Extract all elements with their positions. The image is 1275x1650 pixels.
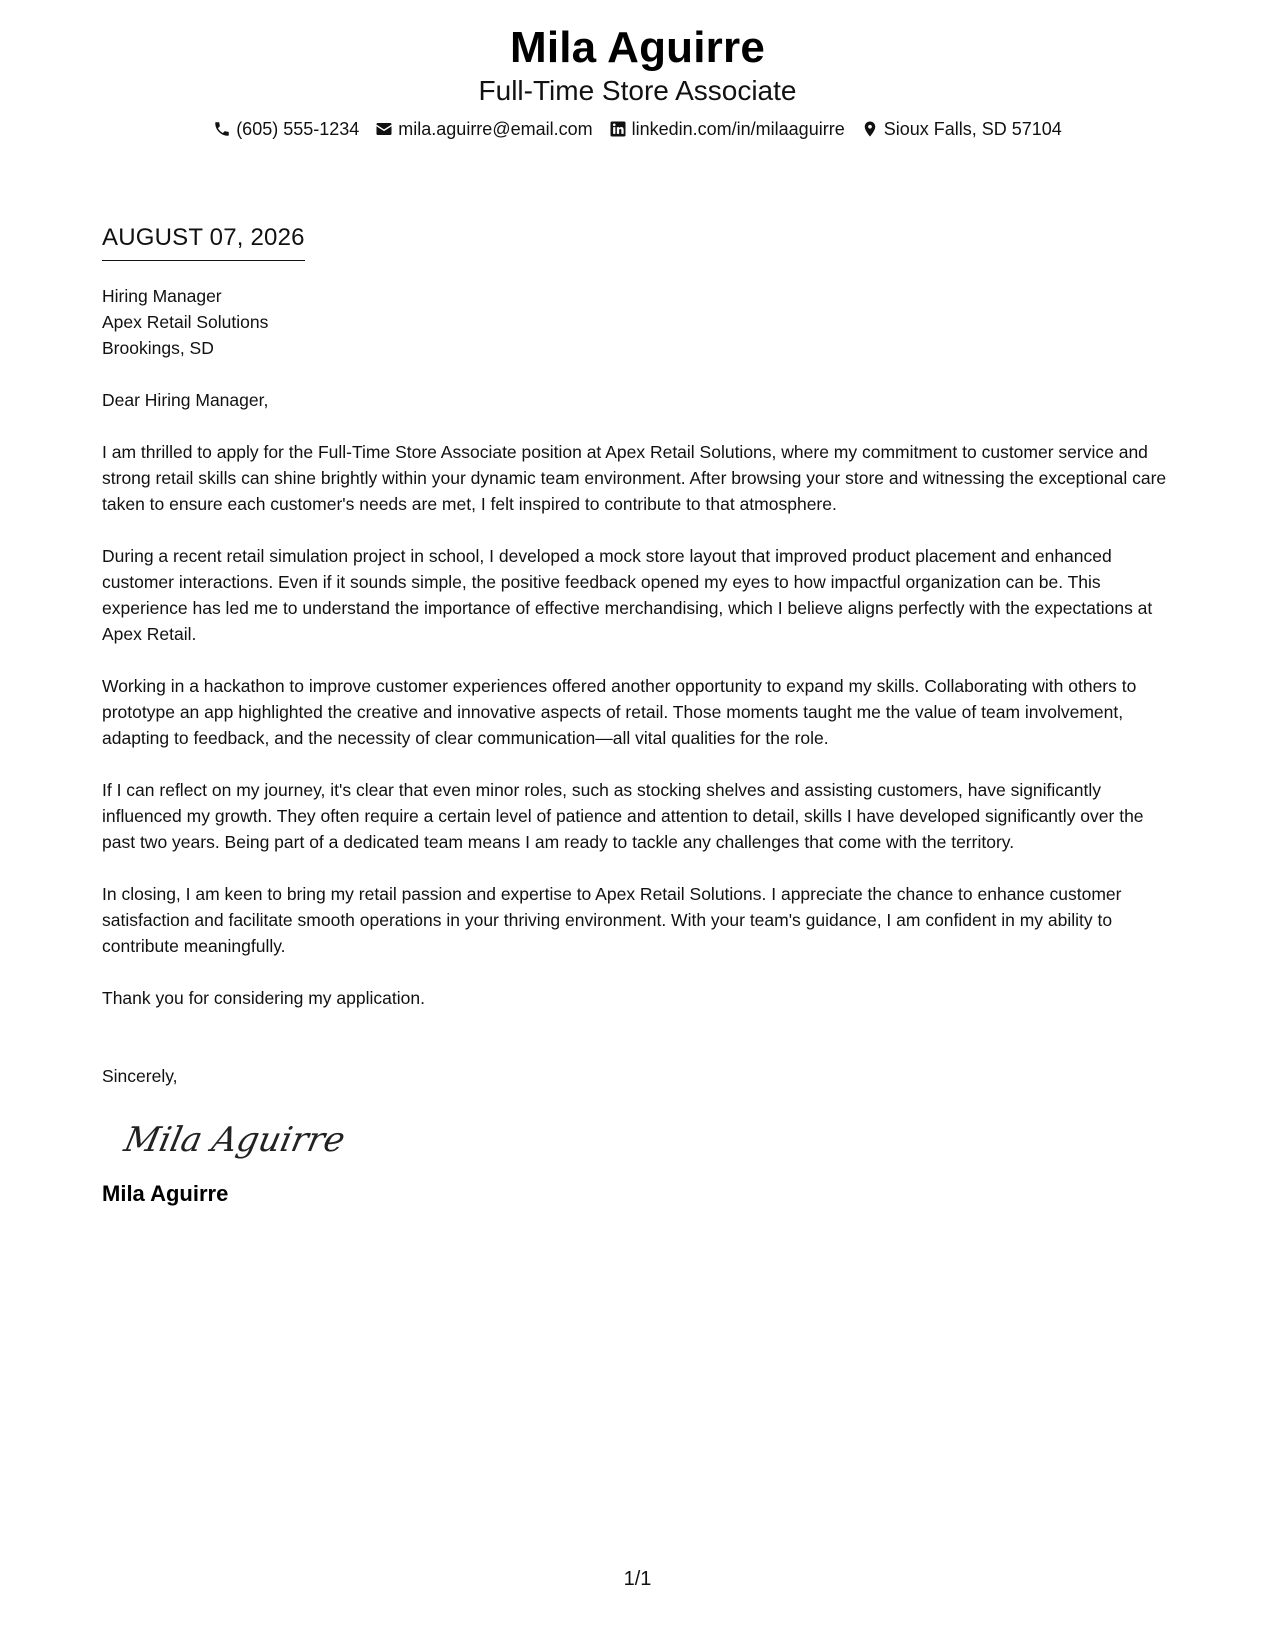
salutation: Dear Hiring Manager, [102, 390, 269, 410]
paragraph: In closing, I am keen to bring my retail passion and expertise to Apex Retail Solutions. I appreciate the chance to enhance customer satisfaction and facilitate smooth operations in your thriving environment. With your team's guidance, I am confident in my ability to contribute meaningfully. [102, 884, 1122, 956]
paragraph: Working in a hackathon to improve customer experiences offered another opportunity to expand my skills. Collaborating with others to prototype an app highlighted the creative and innovative aspects of retail. Those moments taught me the value of team involvement, adapting to feedback, and the necessity of clear communication—all vital qualities for the role. [102, 676, 1137, 748]
job-title: Full-Time Store Associate [478, 75, 797, 106]
applicant-name: Mila Aguirre [509, 23, 766, 72]
signer-name: Mila Aguirre [102, 1181, 229, 1206]
map-pin-icon [861, 120, 879, 138]
signature-image [118, 1107, 358, 1167]
envelope-icon [375, 120, 393, 138]
linkedin-url: linkedin.com/in/milaaguirre [631, 119, 845, 139]
paragraph: During a recent retail simulation project in school, I developed a mock store layout that improved product placement and enhanced customer interactions. Even if it sounds simple, the positive feedback opened my eyes to how impactful organization can be. This experience has led me to understand the importance of effective merchandising, which I believe aligns perfectly with the expectations at Apex Retail. [102, 546, 1153, 644]
recipient-title: Hiring Manager [102, 286, 222, 306]
page-number: 1/1 [623, 1568, 652, 1590]
paragraph: If I can reflect on my journey, it's clear that even minor roles, such as stocking shelves and assisting customers, have significantly influenced my growth. They often require a certain level of patience and attention to detail, skills I have developed significantly over the past two years. Being part of a dedicated team means I am ready to tackle any challenges that come with the territory. [102, 780, 1144, 852]
contact-email [375, 116, 592, 142]
signature-text: Mila Aguirre [120, 1120, 349, 1160]
phone-icon [213, 120, 231, 138]
contact-location [861, 116, 1062, 142]
contact-info [0, 116, 1275, 142]
letter-body [102, 283, 1172, 1209]
paragraph: I am thrilled to apply for the Full-Time Store Associate position at Apex Retail Solutions, where my commitment to customer service and strong retail skills can shine brightly within your dynamic team environment. After browsing your store and witnessing the exceptional care taken to ensure each customer's needs are met, I felt inspired to contribute to that atmosphere. [102, 442, 1167, 514]
recipient-address [102, 283, 1172, 361]
linkedin-icon [609, 120, 627, 138]
contact-linkedin [609, 116, 845, 142]
closing: Sincerely, [102, 1066, 178, 1086]
recipient-location: Brookings, SD [102, 338, 214, 358]
email-address: mila.aguirre@email.com [398, 119, 593, 139]
location-text: Sioux Falls, SD 57104 [883, 119, 1062, 139]
recipient-company: Apex Retail Solutions [102, 312, 269, 332]
thank-you-line: Thank you for considering my application. [102, 988, 425, 1008]
contact-phone [213, 116, 359, 142]
letter-header [0, 22, 1275, 142]
letter-date: AUGUST 07, 2026 [102, 222, 305, 261]
phone-number: (605) 555-1234 [236, 119, 360, 139]
handwritten-signature [118, 1107, 1172, 1167]
date-block [102, 222, 305, 261]
